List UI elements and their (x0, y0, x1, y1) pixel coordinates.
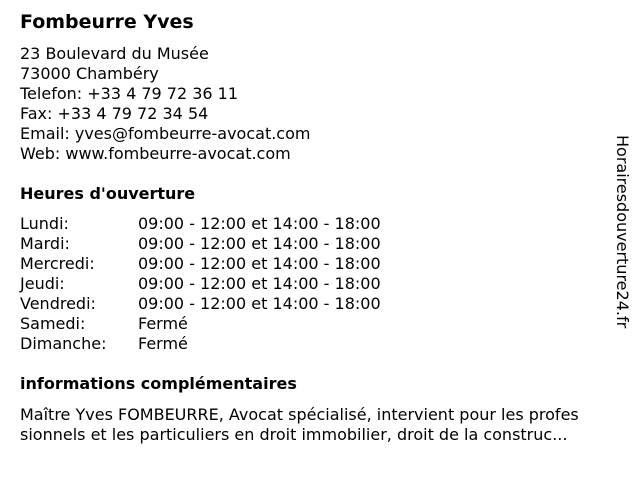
phone-text: Telefon: +33 4 79 72 36 11 (20, 84, 239, 103)
hours-row-friday (20, 294, 440, 314)
additional-info-text: Maître Yves FOMBEURRE, Avocat spécialisé, intervient pour les profes sionnels et les particuliers en droit immobilier, droit de la construc... (20, 405, 579, 444)
email-text: Email: yves@fombeurre-avocat.com (20, 124, 311, 143)
day-hours: Fermé (138, 314, 188, 333)
hours-row-thursday (20, 274, 440, 294)
day-label: Lundi: (20, 214, 69, 233)
day-label: Mercredi: (20, 254, 95, 273)
day-hours: 09:00 - 12:00 et 14:00 - 18:00 (138, 294, 381, 313)
website-text: Web: www.fombeurre-avocat.com (20, 144, 291, 163)
day-label: Mardi: (20, 234, 70, 253)
business-name: Fombeurre Yves (20, 11, 194, 33)
hours-row-tuesday (20, 234, 440, 254)
day-label: Samedi: (20, 314, 86, 333)
hours-row-wednesday (20, 254, 440, 274)
day-label: Jeudi: (20, 274, 65, 293)
day-hours: 09:00 - 12:00 et 14:00 - 18:00 (138, 234, 381, 253)
site-watermark: Horairesdouverture24.fr (613, 135, 632, 329)
opening-hours-heading: Heures d'ouverture (20, 184, 196, 203)
hours-row-monday (20, 214, 440, 234)
address-line-2: 73000 Chambéry (20, 64, 159, 83)
additional-info-heading: informations complémentaires (20, 374, 297, 393)
fax-text: Fax: +33 4 79 72 34 54 (20, 104, 209, 123)
hours-row-saturday (20, 314, 440, 334)
day-hours: 09:00 - 12:00 et 14:00 - 18:00 (138, 214, 381, 233)
day-label: Vendredi: (20, 294, 96, 313)
hours-row-sunday (20, 334, 440, 354)
opening-hours-table (20, 214, 440, 354)
day-hours: Fermé (138, 334, 188, 353)
address-line-1: 23 Boulevard du Musée (20, 44, 209, 63)
day-label: Dimanche: (20, 334, 107, 353)
day-hours: 09:00 - 12:00 et 14:00 - 18:00 (138, 274, 381, 293)
day-hours: 09:00 - 12:00 et 14:00 - 18:00 (138, 254, 381, 273)
contact-block (20, 44, 310, 164)
